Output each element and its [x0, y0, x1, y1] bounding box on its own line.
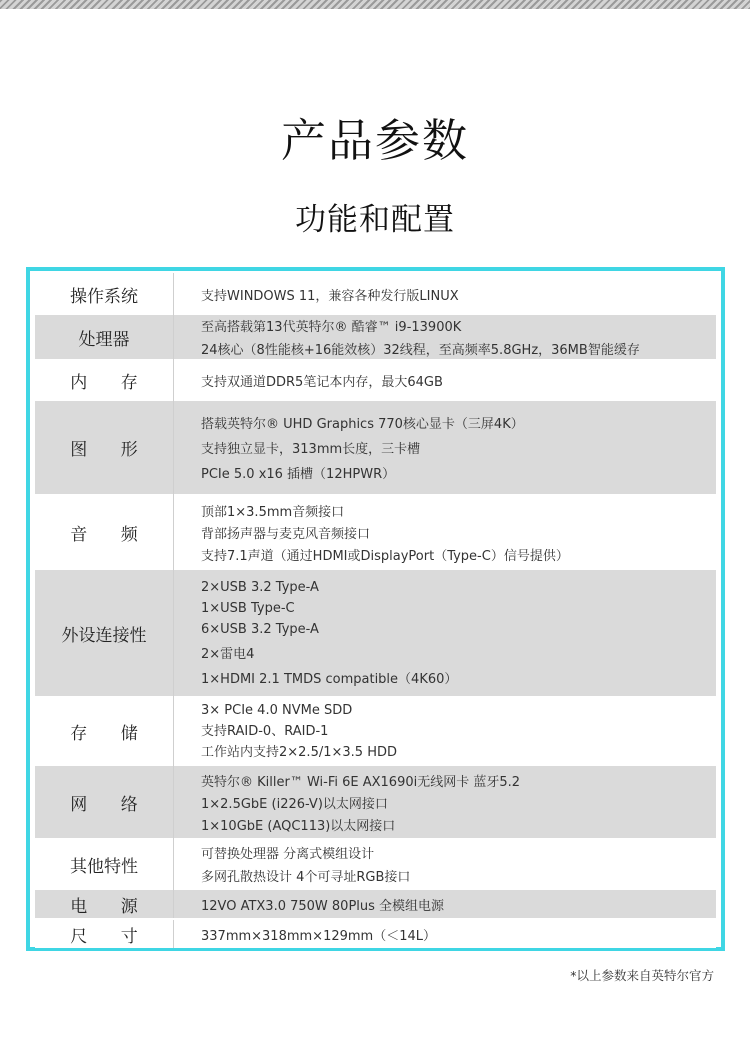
spec-line: 可替换处理器 分离式模组设计: [201, 847, 375, 862]
spec-value: [174, 273, 716, 315]
top-decorative-stripe: [0, 0, 750, 9]
spec-value: [174, 920, 716, 948]
spec-line: 多网孔散热设计 4个可寻址RGB接口: [201, 870, 411, 885]
spec-value: [174, 838, 716, 890]
page-subtitle: 功能和配置: [295, 202, 455, 238]
spec-line: 6×USB 3.2 Type-A: [201, 621, 319, 637]
spec-label: 图 形: [70, 440, 152, 460]
spec-line: 工作站内支持2×2.5/1×3.5 HDD: [201, 744, 397, 760]
spec-line: 支持WINDOWS 11，兼容各种发行版LINUX: [201, 288, 459, 304]
spec-label: 尺 寸: [70, 926, 152, 947]
page-title: 产品参数: [280, 114, 469, 167]
spec-value: [174, 696, 716, 766]
spec-label: 内 存: [70, 372, 152, 393]
source-footnote: *以上参数来自英特尔官方: [570, 968, 714, 983]
spec-label: 操作系统: [70, 286, 138, 307]
spec-value: [174, 890, 716, 918]
spec-value: [174, 359, 716, 401]
spec-line: 24核心（8性能核+16能效核）32线程，至高频率5.8GHz，36MB智能缓存: [201, 343, 640, 358]
spec-line: 背部扬声器与麦克风音频接口: [201, 526, 371, 542]
spec-line: 2×雷电4: [201, 646, 255, 662]
spec-row-power: [35, 890, 716, 918]
spec-row-other: [35, 838, 716, 890]
spec-label: 音 频: [70, 524, 152, 545]
spec-line: 2×USB 3.2 Type-A: [201, 579, 319, 595]
spec-row-io: [35, 570, 716, 696]
spec-line: 支持双通道DDR5笔记本内存，最大64GB: [201, 374, 443, 390]
spec-label: 处理器: [78, 329, 130, 350]
spec-row-dimensions: [35, 920, 716, 948]
spec-value: [174, 766, 716, 838]
spec-line: 至高搭载第13代英特尔® 酷睿™ i9-13900K: [201, 320, 462, 335]
spec-row-os: [35, 273, 716, 315]
spec-row-cpu: [35, 315, 716, 359]
spec-label: 外设连接性: [61, 625, 147, 646]
spec-line: 支持RAID-0、RAID-1: [201, 723, 329, 739]
spec-label: 网 络: [70, 794, 152, 815]
spec-line: 3× PCIe 4.0 NVMe SDD: [201, 702, 353, 718]
spec-label: 其他特性: [70, 856, 138, 877]
spec-line: 支持7.1声道（通过HDMI或DisplayPort（Type-C）信号提供）: [201, 548, 569, 564]
spec-value: [174, 570, 716, 696]
spec-value: [174, 315, 716, 359]
spec-row-audio: [35, 494, 716, 570]
spec-label: 存 储: [70, 723, 152, 744]
spec-line: PCIe 5.0 x16 插槽（12HPWR）: [201, 467, 396, 482]
spec-value: [174, 494, 716, 570]
spec-line: 顶部1×3.5mm音频接口: [201, 504, 345, 520]
spec-table: [26, 267, 725, 951]
spec-line: 支持独立显卡，313mm长度，三卡槽: [201, 442, 421, 457]
spec-line: 12VO ATX3.0 750W 80Plus 全模组电源: [201, 898, 445, 914]
spec-label: 电 源: [70, 896, 152, 917]
spec-line: 337mm×318mm×129mm（＜14L）: [201, 928, 436, 944]
spec-row-graphics: [35, 401, 716, 494]
spec-row-storage: [35, 696, 716, 766]
spec-line: 1×10GbE (AQC113)以太网接口: [201, 818, 396, 834]
spec-row-memory: [35, 359, 716, 401]
spec-line: 搭载英特尔® UHD Graphics 770核心显卡（三屏4K）: [201, 417, 524, 432]
spec-value: [174, 401, 716, 494]
spec-line: 英特尔® Killer™ Wi-Fi 6E AX1690i无线网卡 蓝牙5.2: [201, 774, 521, 790]
spec-row-network: [35, 766, 716, 838]
spec-line: 1×2.5GbE (i226-V)以太网接口: [201, 796, 388, 812]
spec-line: 1×HDMI 2.1 TMDS compatible（4K60）: [201, 671, 458, 687]
spec-line: 1×USB Type-C: [201, 600, 295, 616]
